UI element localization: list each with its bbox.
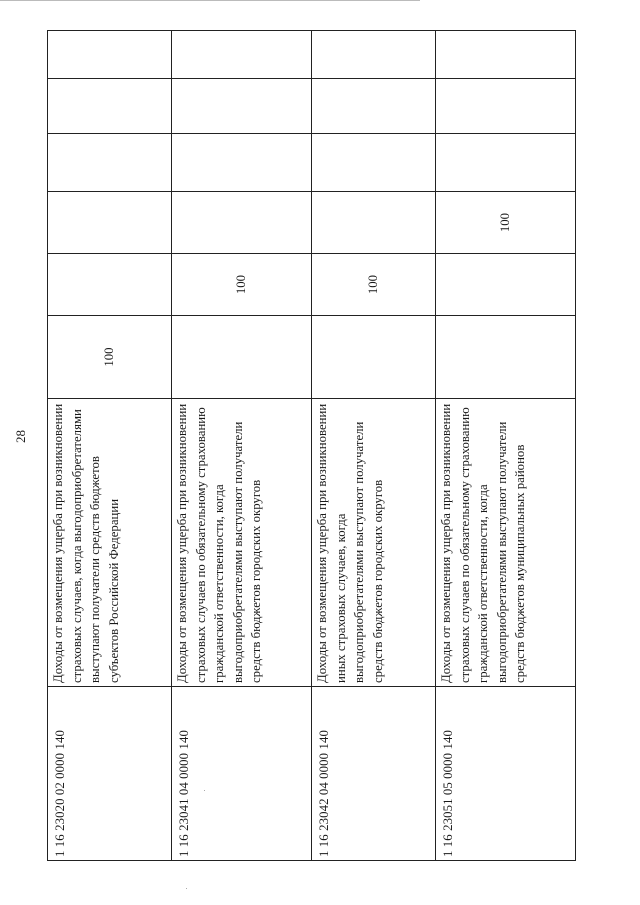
- share-percent-cell: [312, 31, 436, 79]
- scan-speck: [204, 790, 205, 791]
- income-name-cell: Доходы от возмещения ущерба при возникновении страховых случаев по обязательному страхованию гражданской ответственности, когда выгодоприобретателями выступают получатели средств бюджетов городских округов: [172, 399, 312, 687]
- income-code-cell: 1 16 23020 02 0000 140: [48, 687, 172, 861]
- table-row: [48, 31, 172, 861]
- share-percent-cell: [436, 316, 576, 399]
- table-row: [436, 31, 576, 861]
- share-percent-cell: 100: [312, 254, 436, 316]
- share-percent-cell: [436, 134, 576, 192]
- income-name-cell: Доходы от возмещения ущерба при возникновении страховых случаев, когда выгодоприобретателями выступают получатели средств бюджетов субъектов Российской Федерации: [48, 399, 172, 687]
- share-percent-cell: [172, 192, 312, 254]
- share-percent-cell: [48, 79, 172, 134]
- share-percent-cell: [172, 134, 312, 192]
- share-percent-cell: [312, 316, 436, 399]
- share-percent-cell: 100: [48, 316, 172, 399]
- table-row: [312, 31, 436, 861]
- share-percent-cell: [436, 79, 576, 134]
- budget-table: [47, 30, 576, 861]
- share-percent-cell: [48, 31, 172, 79]
- income-name-cell: Доходы от возмещения ущерба при возникновении иных страховых случаев, когда выгодоприобретателями выступают получатели средств бюджетов городских округов: [312, 399, 436, 687]
- share-percent-cell: [436, 254, 576, 316]
- income-code-cell: 1 16 23041 04 0000 140: [172, 687, 312, 861]
- share-percent-cell: [48, 134, 172, 192]
- table-row: [172, 31, 312, 861]
- share-percent-cell: 100: [172, 254, 312, 316]
- share-percent-cell: [48, 192, 172, 254]
- share-percent-cell: 100: [436, 192, 576, 254]
- table-body: [48, 31, 576, 861]
- top-rule: [0, 0, 420, 1]
- rotated-table-container: [47, 31, 574, 861]
- share-percent-cell: [48, 254, 172, 316]
- share-percent-cell: [312, 192, 436, 254]
- share-percent-cell: [436, 31, 576, 79]
- income-name-cell: Доходы от возмещения ущерба при возникновении страховых случаев по обязательному страхованию гражданской ответственности, когда выгодоприобретателями выступают получатели средств бюджетов муниципальных районов: [436, 399, 576, 687]
- income-code-cell: 1 16 23051 05 0000 140: [436, 687, 576, 861]
- income-code-cell: 1 16 23042 04 0000 140: [312, 687, 436, 861]
- share-percent-cell: [172, 31, 312, 79]
- share-percent-cell: [312, 79, 436, 134]
- page-number: 28: [13, 430, 28, 443]
- share-percent-cell: [172, 79, 312, 134]
- scan-speck: [186, 888, 187, 889]
- share-percent-cell: [312, 134, 436, 192]
- share-percent-cell: [172, 316, 312, 399]
